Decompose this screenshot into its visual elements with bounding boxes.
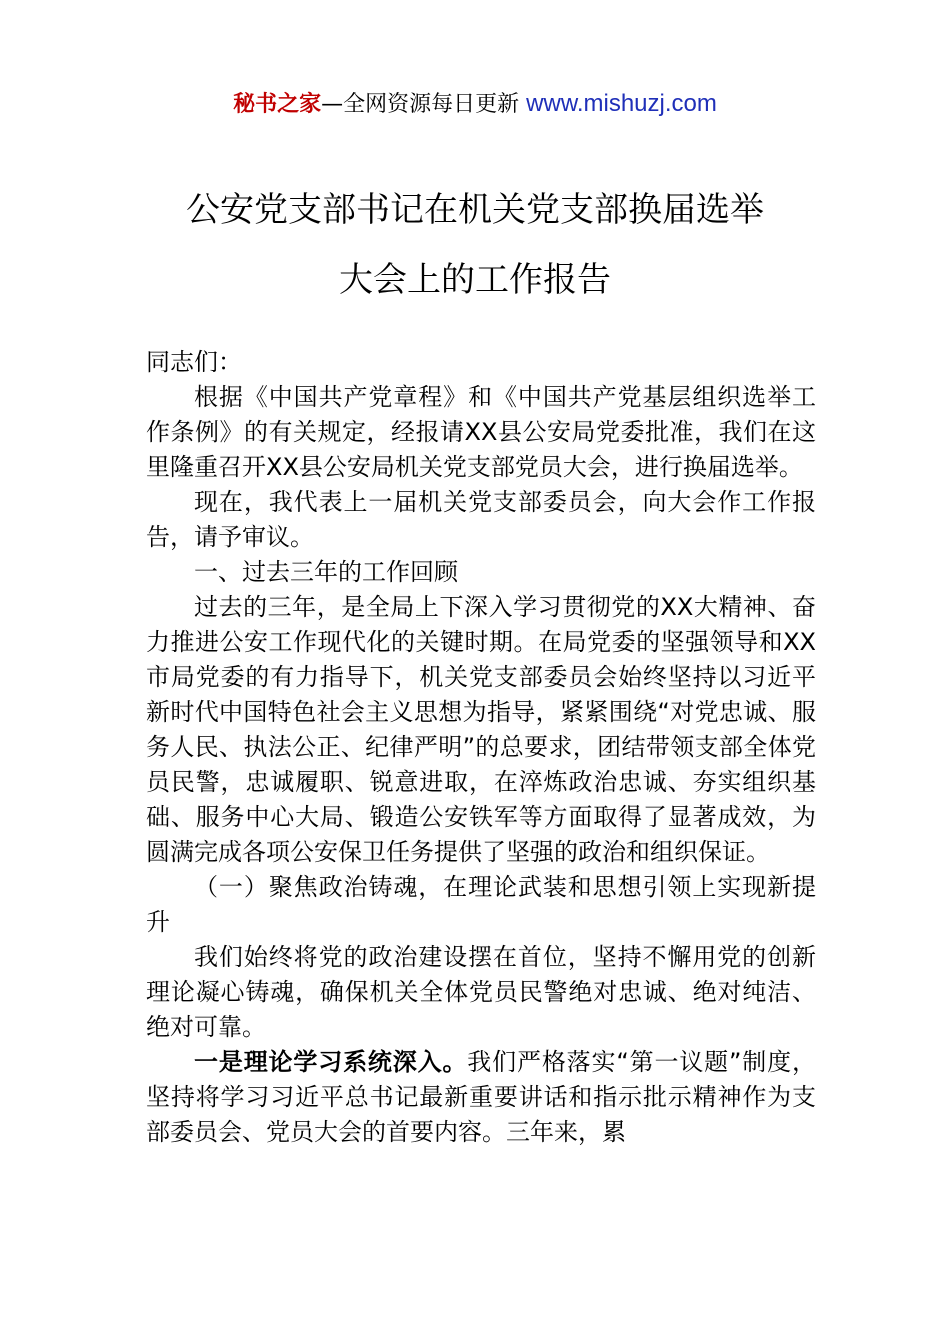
header-slogan: —全网资源每日更新: [321, 92, 520, 117]
subsection-heading-1: （一）聚焦政治铸魂，在理论武装和思想引领上实现新提升: [146, 873, 816, 936]
section-heading-1: 一、过去三年的工作回顾: [194, 558, 458, 586]
paragraph-5-lead: 一是理论学习系统深入。: [194, 1048, 468, 1076]
paragraph-1: 根据《中国共产党章程》和《中国共产党基层组织选举工作条例》的有关规定，经报请XX县公安局党委批准，我们在这里隆重召开XX县公安局机关党支部党员大会，进行换届选举。: [146, 383, 816, 481]
paragraph-5-text: 我们严格落实“第一议题”制度，坚持将学习习近平总书记最新重要讲话和指示批示精神作为支部委员会、党员大会的首要内容。三年来，累: [146, 1048, 816, 1146]
document-body: [146, 345, 816, 1150]
document-title-line-2: 大会上的工作报告: [339, 260, 611, 300]
paragraph-5: [146, 1045, 816, 1150]
paragraph-3: 过去的三年，是全局上下深入学习贯彻党的XX大精神、奋力推进公安工作现代化的关键时期。在局党委的坚强领导和XX市局党委的有力指导下，机关党支部委员会始终坚持以习近平新时代中国特色社会主义思想为指导，紧紧围绕“对党忠诚、服务人民、执法公正、纪律严明”的总要求，团结带领支部全体党员民警，忠诚履职、锐意进取，在淬炼政治忠诚、夯实组织基础、服务中心大局、锻造公安铁军等方面取得了显著成效，为圆满完成各项公安保卫任务提供了坚强的政治和组织保证。: [146, 593, 816, 866]
paragraph-4: 我们始终将党的政治建设摆在首位，坚持不懈用党的创新理论凝心铸魂，确保机关全体党员民警绝对忠诚、绝对纯洁、绝对可靠。: [146, 943, 816, 1041]
site-url[interactable]: www.mishuzj.com: [526, 90, 717, 117]
site-header: [0, 88, 950, 121]
brand-name: 秘书之家: [233, 92, 322, 117]
greeting: 同志们：: [146, 348, 242, 376]
paragraph-2: 现在，我代表上一届机关党支部委员会，向大会作工作报告，请予审议。: [146, 488, 816, 551]
document-title-line-1: 公安党支部书记在机关党支部换届选举: [186, 190, 764, 230]
